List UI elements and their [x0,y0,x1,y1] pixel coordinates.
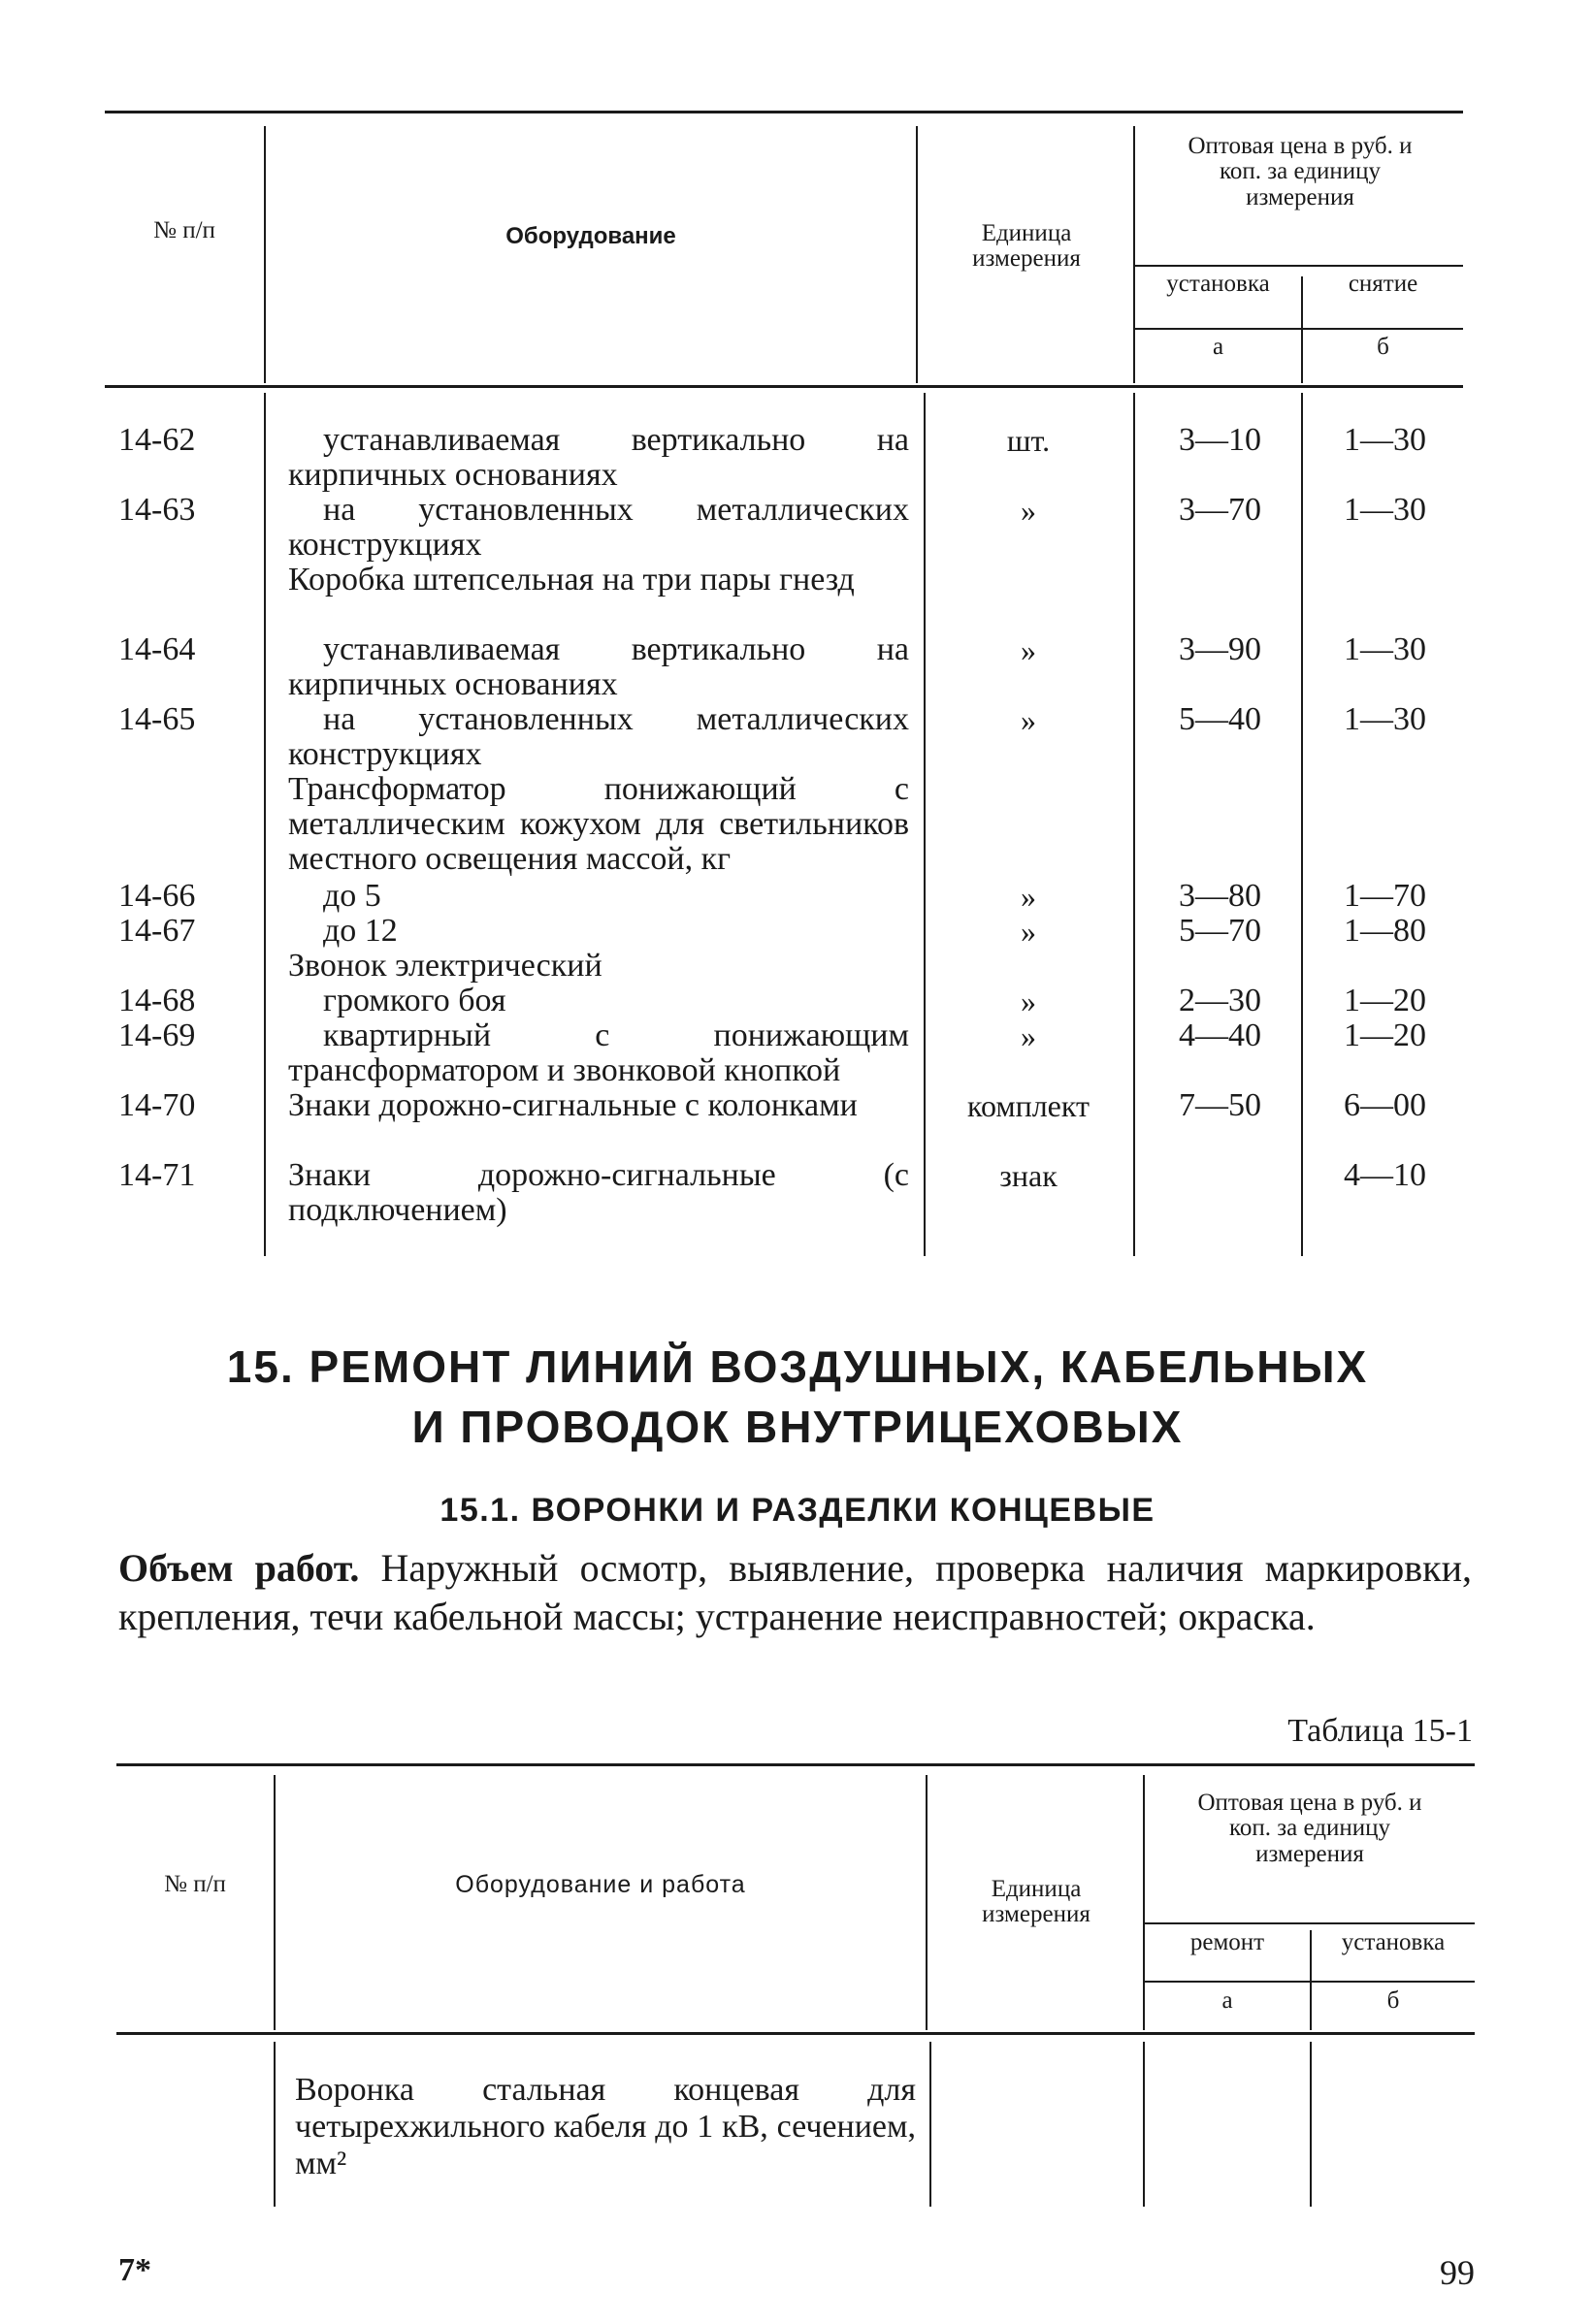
table-1-header-equipment: Оборудование [505,223,676,249]
scope-text: Наружный осмотр, выявление, проверка наличия маркировки, крепления, течи кабельной массы; устранение неисправностей; окраска. [118,1546,1472,1638]
table-row-price-b: 1—20 [1344,1017,1426,1053]
table-1-body-vline-1 [264,393,266,1256]
table-row-price-b: 6—00 [1344,1087,1426,1123]
table-1-header-col-a: установка [1166,271,1270,297]
table-row-price-a: 5—70 [1179,913,1261,949]
table-row-num: 14-71 [118,1157,196,1193]
table-1-vline-2 [916,126,918,383]
table-row-price-b: 1—30 [1344,701,1426,737]
table-row-price-b: 1—70 [1344,878,1426,914]
scope-paragraph [118,1544,1472,1641]
table-row-unit: » [1021,632,1036,667]
table-row-price-a: 3—90 [1179,631,1261,667]
table-row-num: 14-68 [118,983,196,1018]
section-title-line-1: 15. РЕМОНТ ЛИНИЙ ВОЗДУШНЫХ, КАБЕЛЬНЫХ [226,1341,1369,1392]
table-row-text: на установленных металлических конструкциях [288,701,909,772]
table-row-num: 14-66 [118,878,196,914]
table-row-text: Знаки дорожно-сигнальные (с подключением) [288,1157,909,1228]
table-row-unit: » [1021,702,1036,737]
table-row-unit: комплект [967,1088,1090,1123]
table-1-subhead-rule [1135,265,1463,267]
table-2-header-col-b: установка [1341,1929,1446,1955]
table-row-text: Воронка стальная концевая для четырехжильного кабеля до 1 кВ, сечением, мм² [295,2072,916,2181]
table-row-unit: » [1021,984,1036,1018]
table-2-body-vline-1 [274,2042,276,2207]
table-2-vline-2 [926,1775,928,2030]
table-2-top-rule [116,1763,1475,1766]
table-2-body-vline-3 [1143,2042,1145,2207]
table-row-text: устанавливаемая вертикально на кирпичных основаниях [288,422,909,493]
table-1-vline-1 [264,126,266,383]
table-row-unit: » [1021,879,1036,914]
table-row-price-b: 1—30 [1344,492,1426,528]
table-1-header-price: Оптовая цена в руб. и коп. за единицу измерения [1188,133,1413,210]
table-1-top-rule [105,111,1463,113]
table-row-num: 14-64 [118,631,196,667]
table-row-text: квартирный с понижающим трансформатором и звонковой кнопкой [288,1017,909,1088]
page-number: 99 [1440,2253,1475,2292]
table-row-num: 14-67 [118,913,196,949]
scope-lead: Объем работ. [118,1546,360,1590]
table-2-subhead-rule [1145,1922,1475,1924]
table-row-unit: знак [999,1158,1058,1193]
table-row-price-a: 7—50 [1179,1087,1261,1123]
table-row-price-b: 1—20 [1344,983,1426,1018]
section-subtitle: 15.1. ВОРОНКИ И РАЗДЕЛКИ КОНЦЕВЫЕ [439,1492,1156,1529]
table-2-header-bottom-rule [116,2032,1475,2035]
table-row-group-heading: Трансформатор понижающий с металлическим кожухом для светильников местного освещения массой, кг [288,771,909,877]
table-1-body-vline-2 [924,393,926,1256]
table-1-header-bottom-rule [105,385,1463,388]
table-2-header-num: № п/п [164,1871,226,1897]
table-row-price-a: 4—40 [1179,1017,1261,1053]
table-row-text: до 12 [323,913,398,949]
table-2-header-equipment: Оборудование и работа [455,1871,746,1898]
table-row-unit: » [1021,1018,1036,1053]
table-1-header-num: № п/п [153,217,215,243]
table-2-header-letter-a: а [1221,1987,1233,2014]
table-row-price-a: 5—40 [1179,701,1261,737]
table-row-price-b: 1—30 [1344,422,1426,458]
table-2-body-vline-4 [1310,2042,1312,2207]
table-2-header-unit: Единица измерения [982,1876,1090,1928]
signature-mark: 7* [118,2252,151,2288]
table-row-num: 14-62 [118,422,196,458]
table-1-header-col-b: снятие [1348,271,1418,297]
table-1-header-letter-b: б [1377,334,1389,360]
table-row-num: 14-69 [118,1017,196,1053]
table-row-price-b: 1—30 [1344,631,1426,667]
table-2-header-price: Оптовая цена в руб. и коп. за единицу измерения [1197,1790,1422,1867]
table-1-header-letter-a: а [1212,334,1224,360]
table-row-unit: » [1021,493,1036,528]
table-row-text: громкого боя [323,983,506,1018]
table-row-group-heading: Коробка штепсельная на три пары гнезд [288,562,855,597]
table-row-price-a: 3—10 [1179,422,1261,458]
table-2-body-vline-2 [929,2042,931,2207]
table-2-header-col-a: ремонт [1189,1929,1265,1955]
table-row-unit: » [1021,914,1036,949]
table-row-text: на установленных металлических конструкциях [288,492,909,563]
table-2-vline-1 [274,1775,276,2030]
table-row-price-a: 3—70 [1179,492,1261,528]
table-row-price-b: 4—10 [1344,1157,1426,1193]
section-title-line-2: И ПРОВОДОК ВНУТРИЦЕХОВЫХ [411,1402,1184,1452]
table-1-letter-rule [1135,328,1463,330]
table-1-header-unit: Единица измерения [972,220,1081,273]
table-row-unit: шт. [1006,423,1051,458]
table-row-text: Знаки дорожно-сигнальные с колонками [288,1087,858,1123]
table-row-text: до 5 [323,878,381,914]
table-row-text: устанавливаемая вертикально на кирпичных основаниях [288,631,909,702]
table-row-price-a: 2—30 [1179,983,1261,1018]
table-row-num: 14-65 [118,701,196,737]
table-row-group-heading: Звонок электрический [288,948,602,984]
table-label: Таблица 15-1 [1287,1713,1473,1749]
table-row-num: 14-63 [118,492,196,528]
table-row-price-b: 1—80 [1344,913,1426,949]
table-row-price-a: 3—80 [1179,878,1261,914]
table-2-header-letter-b: б [1386,1987,1400,2014]
table-row-num: 14-70 [118,1087,196,1123]
